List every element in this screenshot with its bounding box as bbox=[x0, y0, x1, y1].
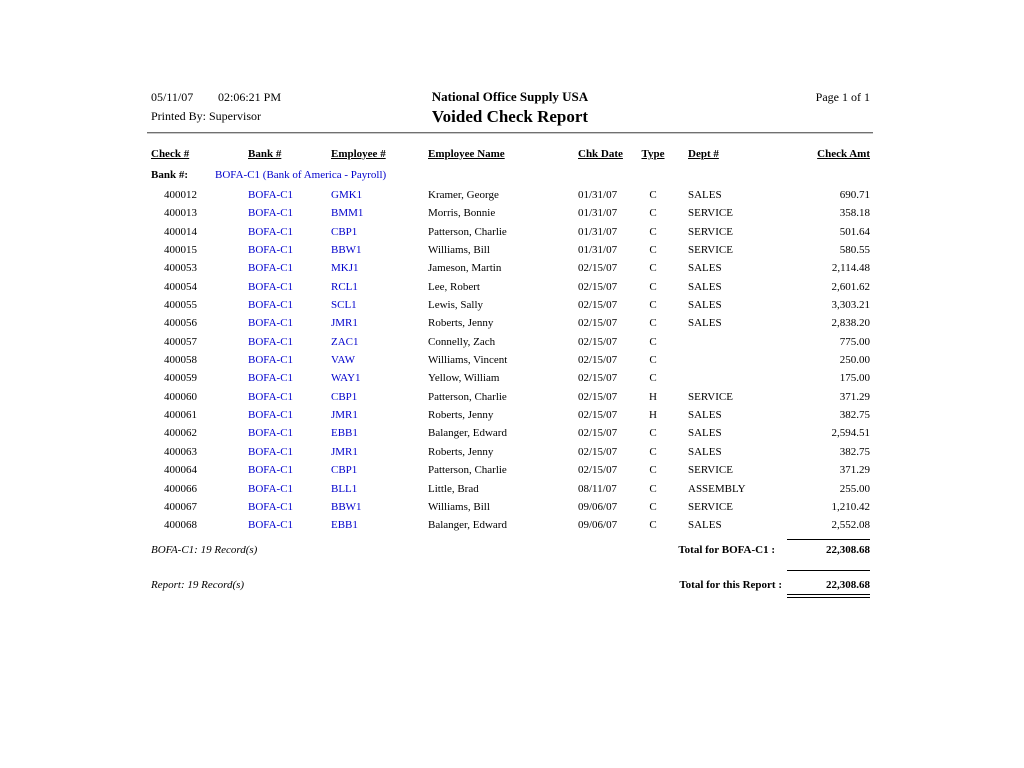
column-header-check-amount: Check Amt bbox=[817, 148, 870, 160]
check-date-cell: 01/31/07 bbox=[578, 225, 618, 238]
check-date-cell: 02/15/07 bbox=[578, 464, 618, 477]
report-total-double-underline bbox=[787, 594, 870, 598]
bank-number-link[interactable]: BOFA-C1 bbox=[248, 390, 294, 403]
employee-number-link[interactable]: JMR1 bbox=[331, 445, 358, 458]
check-date-cell: 02/15/07 bbox=[578, 445, 618, 458]
report-total-value: 22,308.68 bbox=[826, 579, 870, 591]
check-date-cell: 02/15/07 bbox=[578, 409, 618, 422]
employee-name-cell: Lewis, Sally bbox=[428, 299, 483, 312]
employee-number-link[interactable]: CBP1 bbox=[331, 390, 358, 403]
check-number-cell: 400012 bbox=[164, 189, 197, 201]
table-header-row bbox=[151, 148, 870, 164]
table-row bbox=[151, 189, 870, 207]
employee-name-cell: Connelly, Zach bbox=[428, 335, 496, 348]
check-date-cell: 02/15/07 bbox=[578, 280, 618, 293]
employee-name-cell: Williams, Bill bbox=[428, 244, 490, 257]
type-cell: C bbox=[649, 372, 657, 385]
employee-number-link[interactable]: BMM1 bbox=[331, 207, 364, 220]
dept-cell: SALES bbox=[688, 317, 722, 330]
employee-number-link[interactable]: JMR1 bbox=[331, 409, 358, 422]
check-amount-cell: 175.00 bbox=[839, 372, 870, 385]
check-number-cell: 400058 bbox=[164, 354, 197, 367]
column-header-bank-number: Bank # bbox=[248, 148, 282, 160]
employee-number-link[interactable]: BLL1 bbox=[331, 482, 358, 495]
dept-cell: SERVICE bbox=[688, 244, 733, 257]
employee-number-link[interactable]: GMK1 bbox=[331, 189, 363, 201]
employee-number-link[interactable]: JMR1 bbox=[331, 317, 358, 330]
bank-number-link[interactable]: BOFA-C1 bbox=[248, 354, 294, 367]
check-number-cell: 400055 bbox=[164, 299, 197, 312]
company-name: National Office Supply USA bbox=[431, 89, 589, 104]
type-cell: C bbox=[649, 500, 657, 513]
bank-number-link[interactable]: BOFA-C1 bbox=[248, 427, 294, 440]
check-amount-cell: 3,303.21 bbox=[831, 299, 870, 312]
bank-number-link[interactable]: BOFA-C1 bbox=[248, 519, 294, 532]
check-amount-cell: 501.64 bbox=[839, 225, 870, 238]
employee-name-cell: Roberts, Jenny bbox=[428, 409, 494, 422]
group-total-label: Total for BOFA-C1 : bbox=[678, 544, 775, 556]
bank-number-link[interactable]: BOFA-C1 bbox=[248, 372, 294, 385]
dept-cell: SALES bbox=[688, 189, 722, 201]
type-cell: H bbox=[649, 390, 657, 403]
table-body bbox=[151, 189, 870, 538]
table-row bbox=[151, 391, 870, 409]
check-amount-cell: 358.18 bbox=[839, 207, 870, 220]
check-number-cell: 400057 bbox=[164, 335, 197, 348]
dept-cell: SALES bbox=[688, 445, 722, 458]
column-header-type: Type bbox=[641, 148, 665, 160]
check-number-cell: 400062 bbox=[164, 427, 197, 440]
check-date-cell: 02/15/07 bbox=[578, 372, 618, 385]
dept-cell: SERVICE bbox=[688, 207, 733, 220]
check-amount-cell: 2,552.08 bbox=[831, 519, 870, 532]
dept-cell: SERVICE bbox=[688, 225, 733, 238]
check-number-cell: 400013 bbox=[164, 207, 197, 220]
check-number-cell: 400056 bbox=[164, 317, 197, 330]
employee-number-link[interactable]: BBW1 bbox=[331, 500, 362, 513]
check-amount-cell: 2,838.20 bbox=[831, 317, 870, 330]
employee-name-cell: Balanger, Edward bbox=[428, 427, 507, 440]
check-number-cell: 400061 bbox=[164, 409, 197, 422]
check-number-cell: 400064 bbox=[164, 464, 197, 477]
check-number-cell: 400015 bbox=[164, 244, 197, 257]
report-total-overline bbox=[787, 570, 870, 571]
employee-name-cell: Roberts, Jenny bbox=[428, 445, 494, 458]
type-cell: C bbox=[649, 317, 657, 330]
check-date-cell: 01/31/07 bbox=[578, 207, 618, 220]
group-total-value: 22,308.68 bbox=[826, 544, 870, 556]
employee-name-cell: Patterson, Charlie bbox=[428, 225, 507, 238]
employee-number-link[interactable]: SCL1 bbox=[331, 299, 357, 312]
employee-name-cell: Yellow, William bbox=[428, 372, 500, 385]
group-record-count: BOFA-C1: 19 Record(s) bbox=[151, 544, 258, 556]
column-header-employee-name: Employee Name bbox=[428, 148, 505, 160]
bank-number-link[interactable]: BOFA-C1 bbox=[248, 225, 294, 238]
employee-number-link[interactable]: CBP1 bbox=[331, 225, 358, 238]
check-amount-cell: 2,601.62 bbox=[831, 280, 870, 293]
check-amount-cell: 580.55 bbox=[839, 244, 870, 257]
check-number-cell: 400059 bbox=[164, 372, 197, 385]
type-cell: C bbox=[649, 280, 657, 293]
employee-number-link[interactable]: EBB1 bbox=[331, 427, 358, 440]
table-row bbox=[151, 427, 870, 445]
employee-name-cell: Patterson, Charlie bbox=[428, 464, 507, 477]
employee-name-cell: Kramer, George bbox=[428, 189, 499, 201]
dept-cell: SALES bbox=[688, 262, 722, 275]
dept-cell: SALES bbox=[688, 519, 722, 532]
check-amount-cell: 371.29 bbox=[839, 390, 870, 403]
type-cell: C bbox=[649, 207, 657, 220]
check-number-cell: 400067 bbox=[164, 500, 197, 513]
dept-cell: SALES bbox=[688, 299, 722, 312]
type-cell: C bbox=[649, 189, 657, 201]
table-row bbox=[151, 207, 870, 225]
check-date-cell: 02/15/07 bbox=[578, 262, 618, 275]
header-divider bbox=[147, 132, 873, 134]
employee-name-cell: Lee, Robert bbox=[428, 280, 480, 293]
type-cell: C bbox=[649, 482, 657, 495]
table-row bbox=[151, 464, 870, 482]
employee-name-cell: Williams, Vincent bbox=[428, 354, 508, 367]
check-number-cell: 400063 bbox=[164, 445, 197, 458]
bank-group-label: Bank #: bbox=[151, 169, 188, 181]
table-row bbox=[151, 483, 870, 501]
check-amount-cell: 2,114.48 bbox=[831, 262, 870, 275]
check-amount-cell: 690.71 bbox=[839, 189, 870, 201]
employee-number-link[interactable]: EBB1 bbox=[331, 519, 358, 532]
check-amount-cell: 255.00 bbox=[839, 482, 870, 495]
check-date-cell: 02/15/07 bbox=[578, 390, 618, 403]
dept-cell: SALES bbox=[688, 409, 722, 422]
type-cell: C bbox=[649, 445, 657, 458]
check-number-cell: 400068 bbox=[164, 519, 197, 532]
employee-name-cell: Morris, Bonnie bbox=[428, 207, 496, 220]
type-cell: C bbox=[649, 519, 657, 532]
table-row bbox=[151, 354, 870, 372]
bank-number-link[interactable]: BOFA-C1 bbox=[248, 445, 294, 458]
type-cell: C bbox=[649, 299, 657, 312]
type-cell: C bbox=[649, 244, 657, 257]
table-row bbox=[151, 262, 870, 280]
dept-cell: ASSEMBLY bbox=[688, 482, 746, 495]
table-row bbox=[151, 501, 870, 519]
table-row bbox=[151, 299, 870, 317]
check-number-cell: 400060 bbox=[164, 390, 197, 403]
type-cell: C bbox=[649, 354, 657, 367]
bank-number-link[interactable]: BOFA-C1 bbox=[248, 335, 294, 348]
check-date-cell: 09/06/07 bbox=[578, 519, 618, 532]
check-date-cell: 09/06/07 bbox=[578, 500, 618, 513]
bank-group-link[interactable]: BOFA-C1 (Bank of America - Payroll) bbox=[215, 169, 387, 181]
employee-name-cell: Roberts, Jenny bbox=[428, 317, 494, 330]
employee-name-cell: Patterson, Charlie bbox=[428, 390, 507, 403]
employee-number-link[interactable]: MKJ1 bbox=[331, 262, 359, 275]
type-cell: C bbox=[649, 464, 657, 477]
dept-cell: SALES bbox=[688, 280, 722, 293]
table-row bbox=[151, 446, 870, 464]
employee-name-cell: Little, Brad bbox=[428, 482, 479, 495]
table-row bbox=[151, 336, 870, 354]
bank-number-link[interactable]: BOFA-C1 bbox=[248, 280, 294, 293]
type-cell: C bbox=[649, 225, 657, 238]
table-row bbox=[151, 281, 870, 299]
dept-cell: SERVICE bbox=[688, 464, 733, 477]
check-date-cell: 02/15/07 bbox=[578, 354, 618, 367]
employee-number-link[interactable]: RCL1 bbox=[331, 280, 358, 293]
group-total-overline bbox=[787, 539, 870, 540]
print-time: 02:06:21 PM bbox=[218, 90, 282, 104]
employee-number-link[interactable]: BBW1 bbox=[331, 244, 362, 257]
bank-number-link[interactable]: BOFA-C1 bbox=[248, 244, 294, 257]
employee-name-cell: Jameson, Martin bbox=[428, 262, 502, 275]
check-date-cell: 01/31/07 bbox=[578, 189, 618, 201]
bank-number-link[interactable]: BOFA-C1 bbox=[248, 482, 294, 495]
table-row bbox=[151, 372, 870, 390]
dept-cell: SERVICE bbox=[688, 390, 733, 403]
bank-number-link[interactable]: BOFA-C1 bbox=[248, 317, 294, 330]
employee-name-cell: Williams, Bill bbox=[428, 500, 490, 513]
check-amount-cell: 250.00 bbox=[839, 354, 870, 367]
bank-number-link[interactable]: BOFA-C1 bbox=[248, 500, 294, 513]
report-record-count: Report: 19 Record(s) bbox=[151, 579, 245, 591]
bank-number-link[interactable]: BOFA-C1 bbox=[248, 409, 294, 422]
check-number-cell: 400053 bbox=[164, 262, 197, 275]
check-amount-cell: 1,210.42 bbox=[831, 500, 870, 513]
check-amount-cell: 2,594.51 bbox=[831, 427, 870, 440]
dept-cell: SALES bbox=[688, 427, 722, 440]
type-cell: C bbox=[649, 335, 657, 348]
bank-group-row bbox=[151, 169, 870, 185]
print-date: 05/11/07 bbox=[151, 90, 194, 104]
check-date-cell: 02/15/07 bbox=[578, 427, 618, 440]
check-date-cell: 02/15/07 bbox=[578, 335, 618, 348]
employee-number-link[interactable]: VAW bbox=[331, 354, 355, 367]
check-amount-cell: 382.75 bbox=[839, 445, 870, 458]
table-row bbox=[151, 317, 870, 335]
check-date-cell: 02/15/07 bbox=[578, 317, 618, 330]
dept-cell: SERVICE bbox=[688, 500, 733, 513]
type-cell: C bbox=[649, 427, 657, 440]
check-number-cell: 400054 bbox=[164, 280, 197, 293]
check-amount-cell: 371.29 bbox=[839, 464, 870, 477]
table-row bbox=[151, 409, 870, 427]
table-row bbox=[151, 244, 870, 262]
employee-number-link[interactable]: WAY1 bbox=[331, 372, 361, 385]
check-amount-cell: 775.00 bbox=[839, 335, 870, 348]
bank-number-link[interactable]: BOFA-C1 bbox=[248, 262, 294, 275]
column-header-check-date: Chk Date bbox=[578, 148, 623, 160]
type-cell: H bbox=[649, 409, 657, 422]
employee-name-cell: Balanger, Edward bbox=[428, 519, 507, 532]
page-number: Page 1 of 1 bbox=[815, 90, 870, 104]
table-row bbox=[151, 226, 870, 244]
type-cell: C bbox=[649, 262, 657, 275]
check-date-cell: 08/11/07 bbox=[578, 482, 617, 495]
bank-number-link[interactable]: BOFA-C1 bbox=[248, 207, 294, 220]
printed-by-label: Printed By: Supervisor bbox=[151, 109, 261, 123]
check-amount-cell: 382.75 bbox=[839, 409, 870, 422]
bank-number-link[interactable]: BOFA-C1 bbox=[248, 299, 294, 312]
column-header-check-number: Check # bbox=[151, 148, 190, 160]
bank-number-link[interactable]: BOFA-C1 bbox=[248, 189, 294, 201]
table-row bbox=[151, 519, 870, 537]
report-title: Voided Check Report bbox=[431, 107, 589, 126]
check-date-cell: 01/31/07 bbox=[578, 244, 618, 257]
check-number-cell: 400066 bbox=[164, 482, 197, 495]
bank-number-link[interactable]: BOFA-C1 bbox=[248, 464, 294, 477]
check-date-cell: 02/15/07 bbox=[578, 299, 618, 312]
column-header-dept-number: Dept # bbox=[688, 148, 719, 160]
employee-number-link[interactable]: ZAC1 bbox=[331, 335, 359, 348]
employee-number-link[interactable]: CBP1 bbox=[331, 464, 358, 477]
column-header-employee-number: Employee # bbox=[331, 148, 386, 160]
report-total-label: Total for this Report : bbox=[679, 579, 782, 591]
check-number-cell: 400014 bbox=[164, 225, 197, 238]
